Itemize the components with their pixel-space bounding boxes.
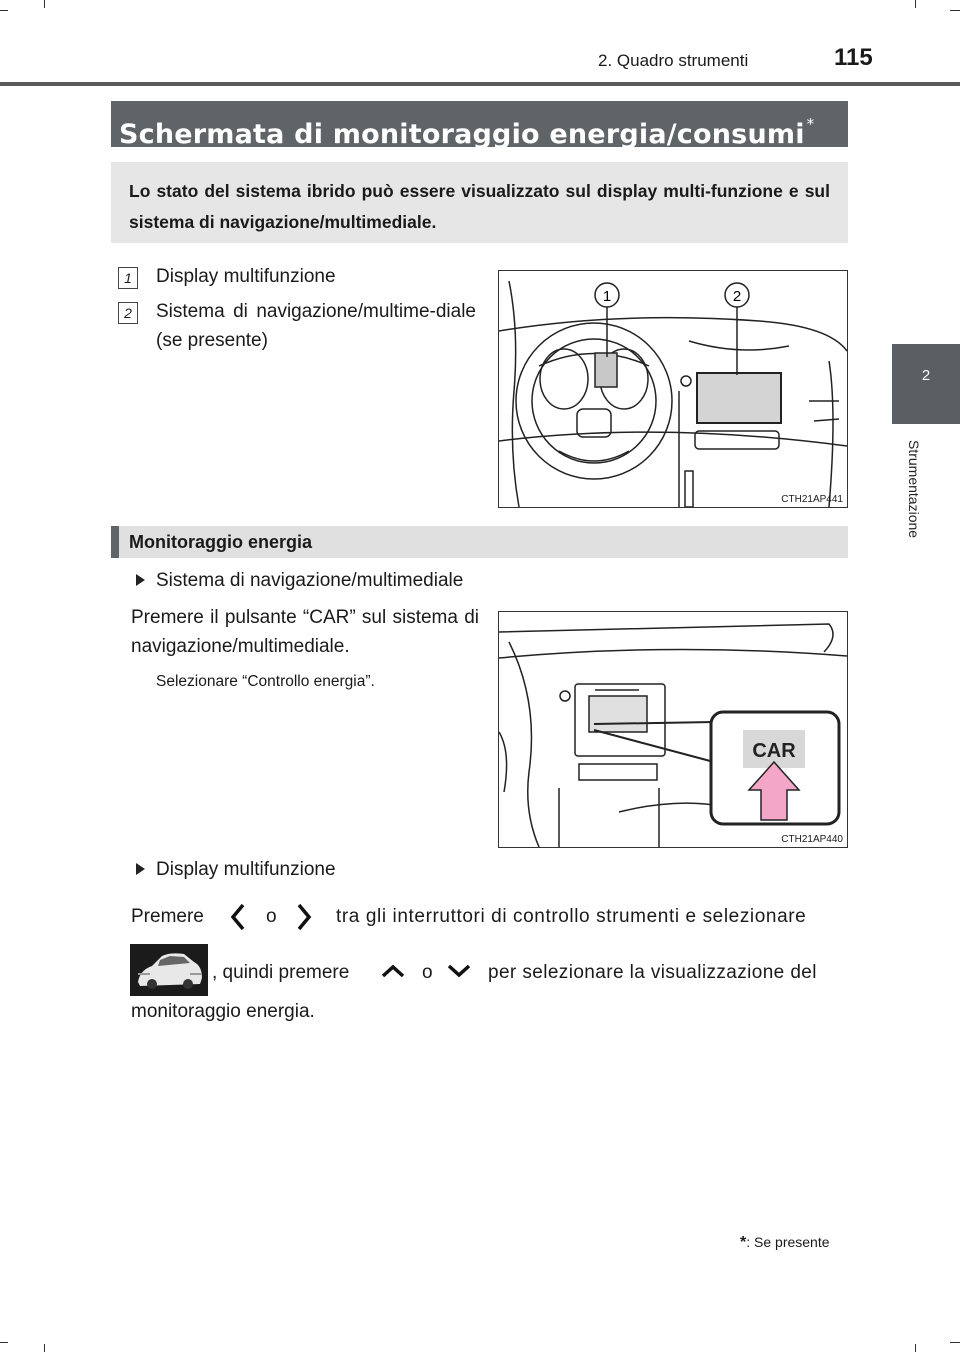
footnote-mark: * bbox=[740, 1234, 747, 1251]
car-button-illustration bbox=[498, 611, 848, 848]
car-icon bbox=[130, 944, 208, 996]
page-number: 115 bbox=[834, 44, 873, 71]
chevron-up-icon bbox=[380, 963, 406, 979]
mfd-heading: Display multifunzione bbox=[156, 859, 336, 880]
nav-heading: Sistema di navigazione/multimediale bbox=[156, 570, 464, 591]
title-text: Schermata di monitoraggio energia/consumi bbox=[119, 119, 805, 150]
item-number-1: 1 bbox=[118, 267, 138, 289]
car-button-label: CAR bbox=[752, 740, 796, 762]
crop-mark bbox=[0, 1342, 8, 1343]
footnote-text: : Se presente bbox=[746, 1234, 830, 1250]
crop-mark bbox=[44, 1344, 45, 1352]
bullet-triangle-icon bbox=[136, 863, 145, 875]
console-drawing bbox=[499, 612, 847, 847]
nav-note: Selezionare “Controllo energia”. bbox=[156, 673, 375, 690]
nav-body: Premere il pulsante “CAR” sul sistema di navigazione/multimediale. bbox=[131, 607, 479, 657]
page-title bbox=[111, 101, 848, 150]
chevron-down-icon bbox=[446, 963, 472, 979]
mfd-line2-start: , quindi premere bbox=[212, 962, 350, 983]
figure-code: CTH21AP440 bbox=[781, 834, 843, 845]
mfd-line1-or: o bbox=[266, 906, 277, 927]
chevron-right-icon bbox=[296, 903, 312, 931]
crop-mark bbox=[0, 10, 8, 11]
crop-mark bbox=[44, 0, 45, 8]
section-header: 2. Quadro strumenti bbox=[598, 51, 749, 70]
subsection-title: Monitoraggio energia bbox=[111, 526, 848, 558]
item-text-1: Display multifunzione bbox=[156, 266, 336, 287]
chevron-left-icon bbox=[230, 903, 246, 931]
chapter-tab bbox=[892, 344, 960, 424]
mfd-line2-end: per selezionare la visualizzazione del bbox=[488, 962, 817, 983]
header-rule bbox=[0, 82, 960, 86]
crop-mark bbox=[915, 0, 916, 8]
bullet-triangle-icon bbox=[136, 574, 145, 586]
item-number-2: 2 bbox=[118, 302, 138, 324]
chapter-number: 2 bbox=[921, 367, 931, 384]
mfd-line1-start: Premere bbox=[131, 906, 204, 927]
footnote bbox=[740, 1234, 830, 1252]
callout-1: 1 bbox=[602, 288, 612, 305]
item-text-2: Sistema di navigazione/multime-diale (se presente) bbox=[156, 301, 476, 351]
crop-mark bbox=[915, 1344, 916, 1352]
callout-2: 2 bbox=[732, 288, 742, 305]
figure-code: CTH21AP441 bbox=[781, 494, 843, 505]
mfd-line2-or: o bbox=[422, 962, 433, 983]
crop-mark bbox=[950, 1342, 960, 1343]
mfd-line1-end: tra gli interruttori di controllo strumenti e selezionare bbox=[336, 906, 807, 927]
mfd-line3: monitoraggio energia. bbox=[131, 1001, 315, 1022]
intro-box: Lo stato del sistema ibrido può essere visualizzato sul display multi-funzione e sul sistema di navigazione/multimediale. bbox=[111, 162, 848, 243]
chapter-label: Strumentazione bbox=[906, 440, 922, 539]
dashboard-drawing bbox=[499, 271, 847, 507]
crop-mark bbox=[950, 10, 960, 11]
dashboard-illustration bbox=[498, 270, 848, 508]
title-footnote-mark: * bbox=[806, 115, 815, 133]
